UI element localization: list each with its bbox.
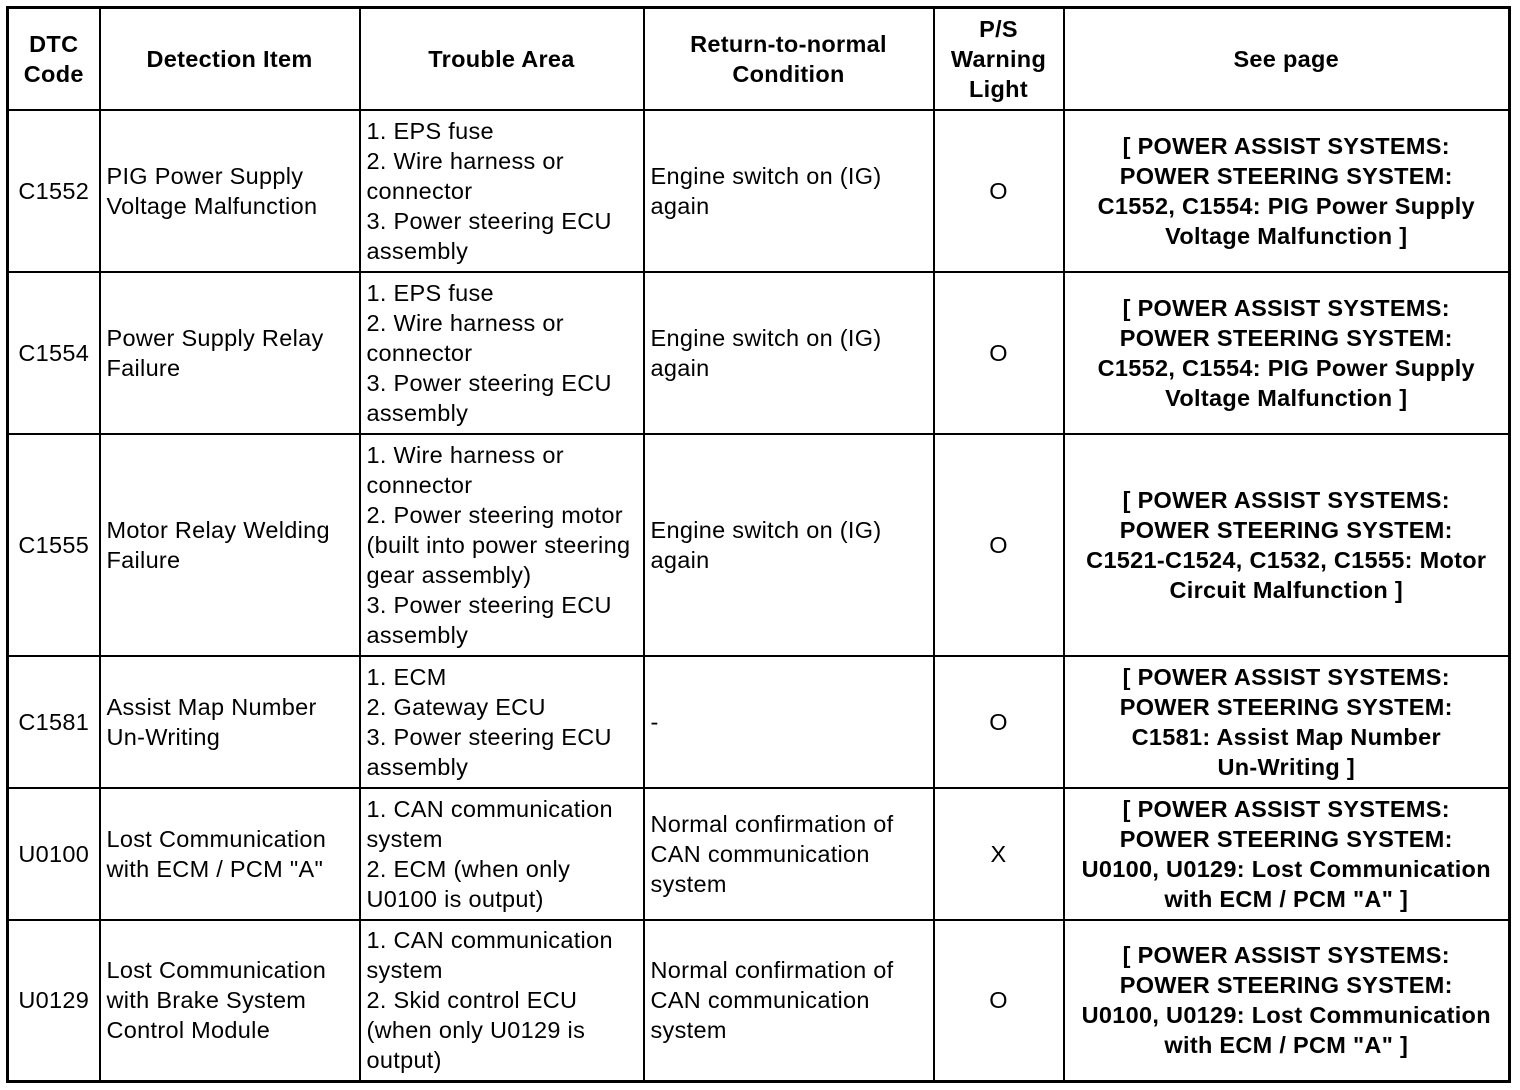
- cell-line: system: [366, 825, 443, 852]
- trouble-area-cell: [360, 110, 644, 272]
- return-condition-cell: [644, 110, 934, 272]
- cell-line: Return-to-normal: [690, 30, 887, 57]
- header-detection-item: [100, 8, 360, 110]
- header-ps-warning-light: [934, 8, 1064, 110]
- see-page-link[interactable]: [1064, 656, 1510, 788]
- cell-line: Light: [969, 75, 1028, 102]
- cell-line: U0100, U0129: Lost Communication: [1081, 855, 1491, 882]
- cell-line: 1. EPS fuse: [366, 279, 494, 306]
- cell-line: See page: [1233, 45, 1340, 72]
- cell-line: Engine switch on (IG): [650, 324, 882, 351]
- cell-line: Un-Writing ]: [1217, 753, 1356, 780]
- cell-line: DTC: [29, 30, 79, 57]
- cell-line: again: [650, 546, 710, 573]
- cell-line: [ POWER ASSIST SYSTEMS:: [1122, 132, 1450, 159]
- cell-line: Warning: [950, 45, 1047, 72]
- dtc-code-cell: C1552: [8, 110, 100, 272]
- cell-line: with ECM / PCM "A" ]: [1164, 885, 1409, 912]
- cell-line: C1552, C1554: PIG Power Supply: [1097, 192, 1475, 219]
- cell-line: 1. Wire harness or: [366, 441, 564, 468]
- dtc-code-cell: C1554: [8, 272, 100, 434]
- header-trouble-area: [360, 8, 644, 110]
- cell-line: again: [650, 354, 710, 381]
- header-return-to-normal: [644, 8, 934, 110]
- cell-line: C1521-C1524, C1532, C1555: Motor: [1086, 546, 1487, 573]
- cell-line: Circuit Malfunction ]: [1169, 576, 1403, 603]
- return-condition-cell: [644, 272, 934, 434]
- cell-line: 2. Power steering motor: [366, 501, 623, 528]
- cell-line: CAN communication: [650, 987, 870, 1014]
- cell-line: Control Module: [106, 1017, 271, 1044]
- table-row: [8, 272, 1510, 434]
- trouble-area-cell: [360, 272, 644, 434]
- trouble-area-cell: [360, 656, 644, 788]
- cell-line: assembly: [366, 621, 469, 648]
- cell-line: assembly: [366, 399, 469, 426]
- cell-line: [ POWER ASSIST SYSTEMS:: [1122, 942, 1450, 969]
- detection-item-cell: [100, 920, 360, 1082]
- cell-line: with ECM / PCM "A" ]: [1164, 1032, 1409, 1059]
- return-condition-cell: [644, 788, 934, 920]
- cell-line: system: [650, 870, 727, 897]
- header-see-page: [1064, 8, 1510, 110]
- cell-line: assembly: [366, 237, 469, 264]
- cell-line: POWER STEERING SYSTEM:: [1119, 693, 1453, 720]
- cell-line: connector: [366, 177, 473, 204]
- cell-line: PIG Power Supply: [106, 162, 304, 189]
- cell-line: Voltage Malfunction ]: [1165, 384, 1408, 411]
- cell-line: 3. Power steering ECU: [366, 723, 612, 750]
- cell-line: 3. Power steering ECU: [366, 369, 612, 396]
- cell-line: with Brake System: [106, 987, 307, 1014]
- cell-line: P/S: [979, 15, 1018, 42]
- see-page-link[interactable]: [1064, 110, 1510, 272]
- cell-line: Assist Map Number: [106, 693, 317, 720]
- cell-line: 1. EPS fuse: [366, 117, 494, 144]
- warning-light-cell: O: [934, 656, 1064, 788]
- detection-item-cell: [100, 272, 360, 434]
- detection-item-cell: [100, 788, 360, 920]
- cell-line: Engine switch on (IG): [650, 516, 882, 543]
- cell-line: Power Supply Relay: [106, 324, 324, 351]
- cell-line: Code: [23, 60, 84, 87]
- cell-line: assembly: [366, 753, 469, 780]
- see-page-link[interactable]: [1064, 272, 1510, 434]
- cell-line: [ POWER ASSIST SYSTEMS:: [1122, 486, 1450, 513]
- trouble-area-cell: [360, 920, 644, 1082]
- cell-line: POWER STEERING SYSTEM:: [1119, 972, 1453, 999]
- cell-line: C1581: Assist Map Number: [1131, 723, 1441, 750]
- header-row: [8, 8, 1510, 110]
- cell-line: Engine switch on (IG): [650, 162, 882, 189]
- cell-line: (built into power steering: [366, 531, 631, 558]
- trouble-area-cell: [360, 788, 644, 920]
- cell-line: output): [366, 1047, 442, 1074]
- detection-item-cell: [100, 656, 360, 788]
- warning-light-cell: X: [934, 788, 1064, 920]
- cell-line: U0100 is output): [366, 885, 544, 912]
- see-page-link[interactable]: [1064, 920, 1510, 1082]
- cell-line: Failure: [106, 546, 181, 573]
- cell-line: [ POWER ASSIST SYSTEMS:: [1122, 795, 1450, 822]
- cell-line: again: [650, 192, 710, 219]
- cell-line: Normal confirmation of: [650, 957, 894, 984]
- dtc-table: [6, 6, 1511, 1083]
- cell-line: 2. Skid control ECU: [366, 987, 578, 1014]
- cell-line: POWER STEERING SYSTEM:: [1119, 516, 1453, 543]
- table-row: [8, 110, 1510, 272]
- table-row: [8, 920, 1510, 1082]
- cell-line: 2. Wire harness or: [366, 309, 564, 336]
- see-page-link[interactable]: [1064, 788, 1510, 920]
- cell-line: system: [650, 1017, 727, 1044]
- cell-line: CAN communication: [650, 840, 870, 867]
- cell-line: system: [366, 957, 443, 984]
- cell-line: 3. Power steering ECU: [366, 207, 612, 234]
- cell-line: Lost Communication: [106, 825, 327, 852]
- trouble-area-cell: [360, 434, 644, 656]
- cell-line: 2. Wire harness or: [366, 147, 564, 174]
- cell-line: Voltage Malfunction: [106, 192, 318, 219]
- dtc-code-cell: C1581: [8, 656, 100, 788]
- cell-line: U0100, U0129: Lost Communication: [1081, 1002, 1491, 1029]
- warning-light-cell: O: [934, 920, 1064, 1082]
- cell-line: Voltage Malfunction ]: [1165, 222, 1408, 249]
- cell-line: Motor Relay Welding: [106, 516, 330, 543]
- cell-line: Un-Writing: [106, 723, 221, 750]
- warning-light-cell: O: [934, 110, 1064, 272]
- cell-line: 1. ECM: [366, 663, 447, 690]
- dtc-code-cell: U0100: [8, 788, 100, 920]
- cell-line: Detection Item: [146, 45, 313, 72]
- table-row: [8, 434, 1510, 656]
- return-condition-cell: [644, 656, 934, 788]
- detection-item-cell: [100, 434, 360, 656]
- table-row: [8, 656, 1510, 788]
- warning-light-cell: O: [934, 434, 1064, 656]
- detection-item-cell: [100, 110, 360, 272]
- cell-line: POWER STEERING SYSTEM:: [1119, 324, 1453, 351]
- see-page-link[interactable]: [1064, 434, 1510, 656]
- cell-line: [ POWER ASSIST SYSTEMS:: [1122, 294, 1450, 321]
- warning-light-cell: O: [934, 272, 1064, 434]
- cell-line: Condition: [732, 60, 845, 87]
- return-condition-cell: [644, 920, 934, 1082]
- table-row: [8, 788, 1510, 920]
- cell-line: 1. CAN communication: [366, 927, 613, 954]
- cell-line: gear assembly): [366, 561, 532, 588]
- cell-line: connector: [366, 339, 473, 366]
- cell-line: Failure: [106, 354, 181, 381]
- dtc-code-cell: U0129: [8, 920, 100, 1082]
- cell-line: [ POWER ASSIST SYSTEMS:: [1122, 663, 1450, 690]
- cell-line: POWER STEERING SYSTEM:: [1119, 825, 1453, 852]
- cell-line: POWER STEERING SYSTEM:: [1119, 162, 1453, 189]
- cell-line: 2. ECM (when only: [366, 855, 571, 882]
- cell-line: 2. Gateway ECU: [366, 693, 546, 720]
- cell-line: connector: [366, 471, 473, 498]
- cell-line: C1552, C1554: PIG Power Supply: [1097, 354, 1475, 381]
- return-condition-cell: [644, 434, 934, 656]
- cell-line: (when only U0129 is: [366, 1017, 586, 1044]
- cell-line: Normal confirmation of: [650, 810, 894, 837]
- cell-line: 3. Power steering ECU: [366, 591, 612, 618]
- dtc-code-cell: C1555: [8, 434, 100, 656]
- cell-line: with ECM / PCM "A": [106, 855, 324, 882]
- cell-line: Trouble Area: [428, 45, 575, 72]
- header-dtc-code: [8, 8, 100, 110]
- cell-line: 1. CAN communication: [366, 795, 613, 822]
- cell-line: Lost Communication: [106, 957, 327, 984]
- cell-line: -: [650, 708, 659, 735]
